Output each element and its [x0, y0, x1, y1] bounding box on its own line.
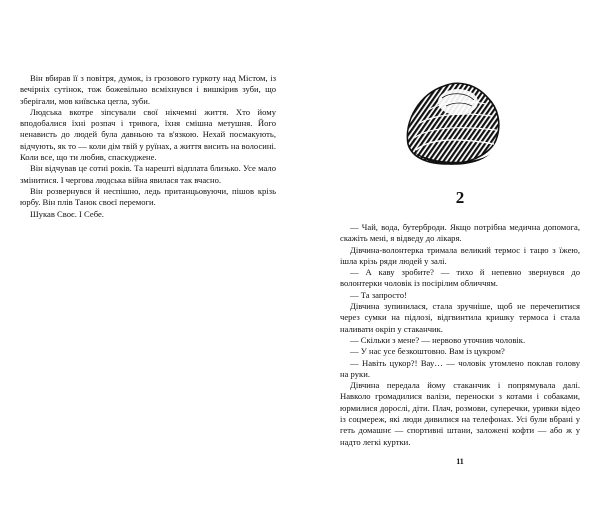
paragraph: Людська вкотре зіпсували свої нікчемні життя. Хто йому вподобалися їхні розпач і тривога, їхня смішна метушня. Його ненависть до людей була давньою та в'язкою. Нехай посмакують, відчують, як то — коли дім твій у руїнах, а життя висить на волосині. Коли все, що ти любив, спаскуджене.: [20, 106, 276, 163]
paragraph: — Скільки з мене? — нервово уточнив чоловік.: [350, 334, 526, 345]
paragraph: Дівчина зупинилася, стала зручніше, щоб не перечепитися через сумки на підлозі, відгвинтила кришку термоса і стала наливати окріп у стаканчик.: [340, 301, 580, 334]
page-number: 11: [456, 457, 464, 466]
paragraph: Він розвернувся й неспішно, ледь пританцьовуючи, пішов крізь юрбу. Він плів Танок своєї перемоги.: [20, 185, 276, 208]
right-page-text: [340, 222, 580, 448]
paragraph: Дівчина передала йому стаканчик і попрямувала далі. Навколо громадилися валізи, переноски з котами і собаками, юрмилися дорослі, діти. Плач, розмови, суперечки, уривки відео із соцмереж, які люди дивилися на телефонах. Усі були вбрані у геть домашнє — спортивні штани, заложені кофти — або ж у надто легкі куртки.: [340, 380, 580, 447]
chapter-number: 2: [455, 188, 465, 207]
paragraph: Він відчував це сотні років. Та нарешті відплата близько. Усе мало змінитися. І чергова людська війна явилася так вчасно.: [20, 163, 276, 185]
paragraph: Дівчина-волонтерка тримала великий термос і тацю з їжею, ішла крізь ряди людей у залі.: [340, 244, 580, 266]
paragraph: — Та запросто!: [350, 289, 407, 300]
left-page-text: [20, 73, 276, 220]
paragraph: — Чай, вода, бутерброди. Якщо потрібна медична допомога, скажіть мені, я відведу до лікаря.: [340, 222, 580, 244]
paragraph: — А каву зробите? — тихо й непевно звернувся до волонтерки чоловік із посірілим обличчям.: [340, 267, 580, 289]
paragraph: Шукав Своє. І Себе.: [30, 208, 104, 219]
paragraph: Він вбирав її з повітря, думок, із грозового гуркоту над Містом, із вечірніх сутінок, тож божевільно всміхнувся і вишкірив зуби, що зберігали, мов київська цегла, зуби.: [20, 73, 276, 106]
shell-illustration: [400, 68, 514, 176]
paragraph: — Навіть цукор?! Вау… — чоловік утомлено поклав голову на руки.: [340, 357, 580, 379]
paragraph: — У нас усе безкоштовно. Вам із цукром?: [350, 346, 505, 357]
